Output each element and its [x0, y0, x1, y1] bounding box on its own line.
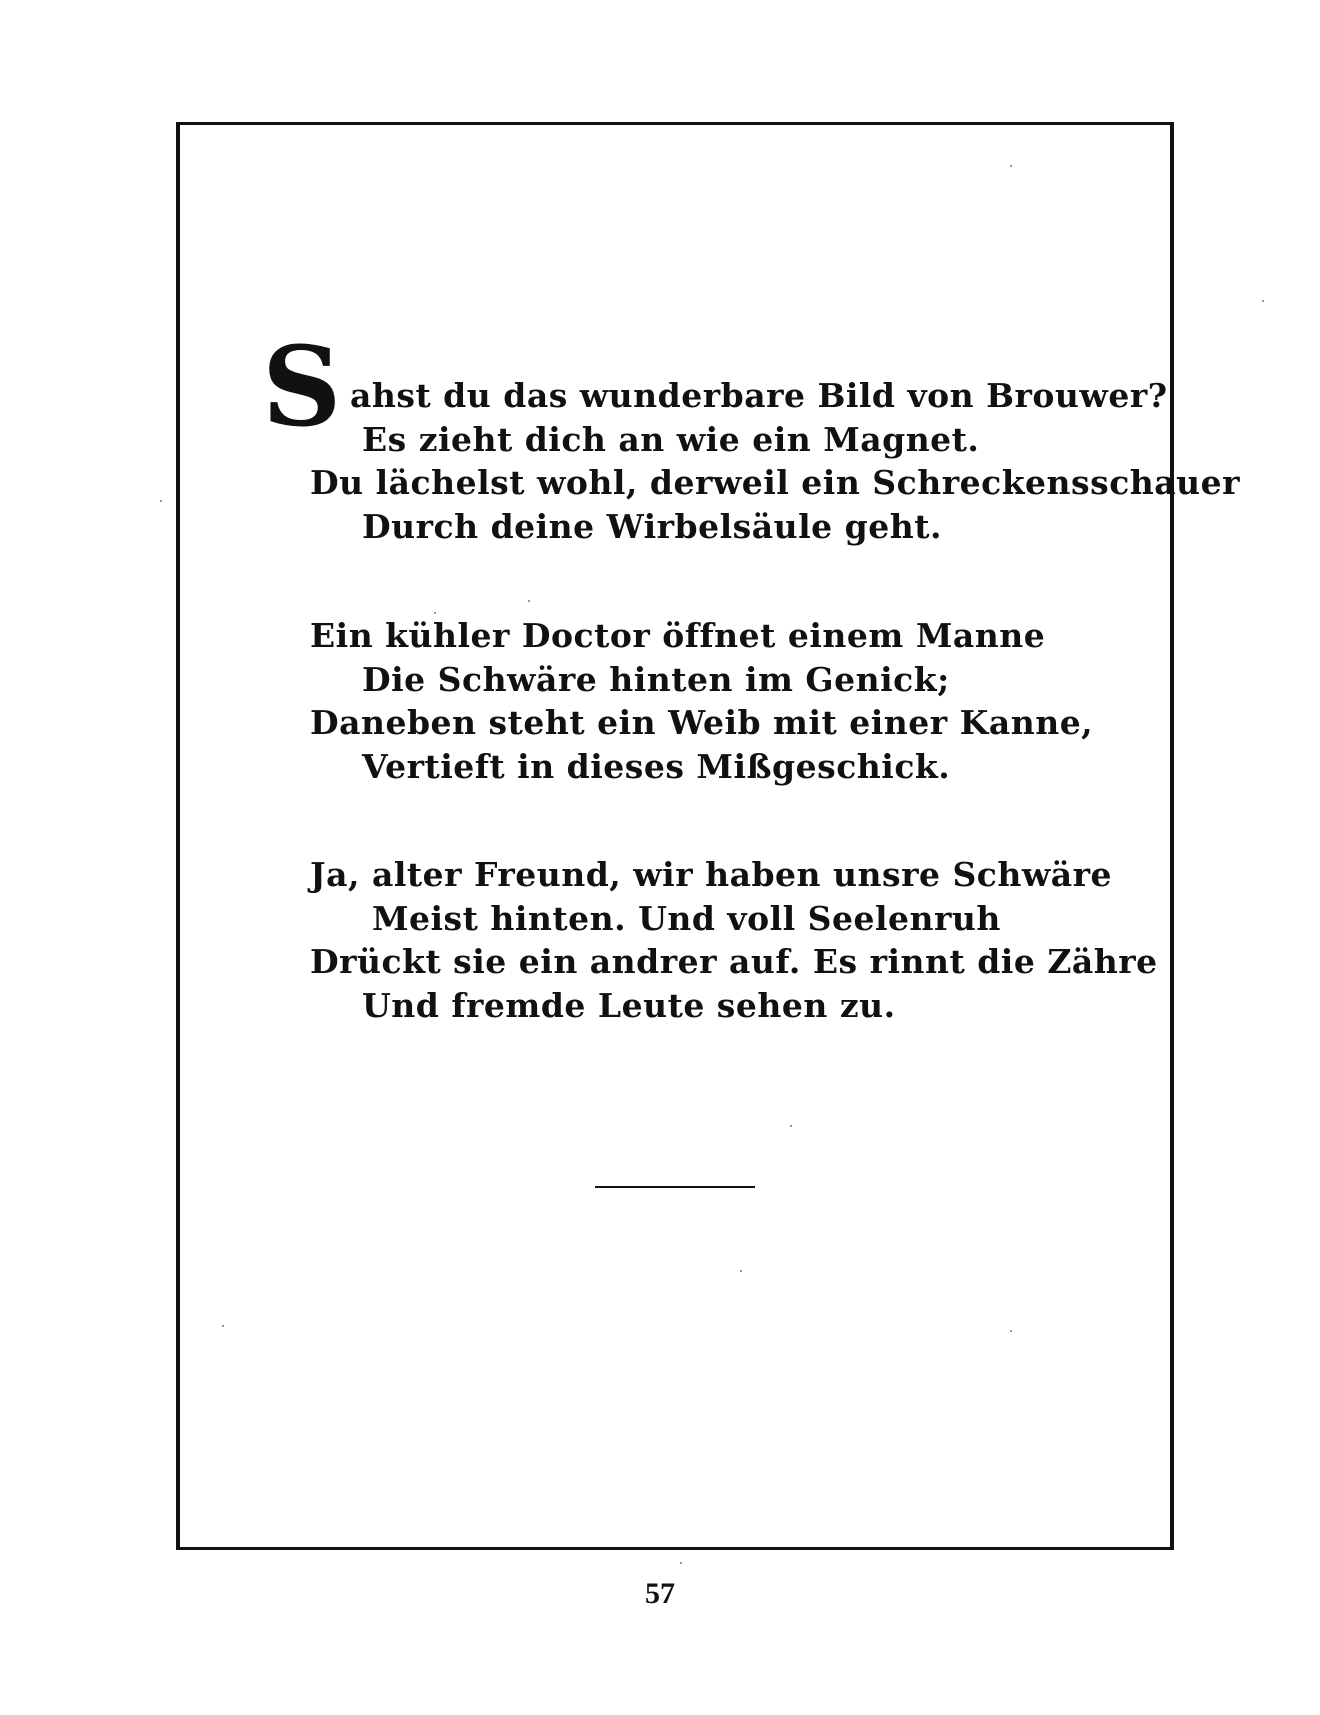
scan-speck: [740, 1270, 742, 1272]
scan-speck: [1262, 300, 1264, 302]
drop-cap: S: [262, 322, 342, 451]
scan-speck: [222, 1325, 224, 1327]
poem-line: Du lächelst wohl, derweil ein Schreckensschauer: [310, 463, 1241, 502]
poem-line: Ein kühler Doctor öffnet einem Manne: [310, 616, 1046, 655]
poem-line: Drückt sie ein andrer auf. Es rinnt die Zähre: [310, 942, 1158, 981]
poem-line: ahst du das wunderbare Bild von Brouwer?: [350, 376, 1168, 415]
scan-speck: [1010, 1330, 1012, 1332]
poem-line: Ja, alter Freund, wir haben unsre Schwäre: [310, 855, 1113, 894]
scan-speck: [1010, 165, 1012, 167]
scan-speck: [680, 1562, 682, 1564]
poem-line: Und fremde Leute sehen zu.: [362, 986, 896, 1025]
scan-speck: [528, 600, 530, 602]
poem-line: Die Schwäre hinten im Genick;: [362, 660, 950, 699]
poem-line: Durch deine Wirbelsäule geht.: [362, 507, 942, 546]
poem-line: Meist hinten. Und voll Seelenruh: [372, 899, 1001, 938]
scan-speck: [790, 1125, 792, 1127]
page-number: 57: [645, 1577, 675, 1610]
poem-line: Daneben steht ein Weib mit einer Kanne,: [310, 703, 1094, 742]
poem-line: Vertieft in dieses Mißgeschick.: [362, 747, 951, 786]
scan-speck: [434, 612, 436, 614]
poem-line: Es zieht dich an wie ein Magnet.: [362, 420, 980, 459]
closing-rule: [595, 1186, 755, 1188]
scan-speck: [160, 500, 162, 502]
